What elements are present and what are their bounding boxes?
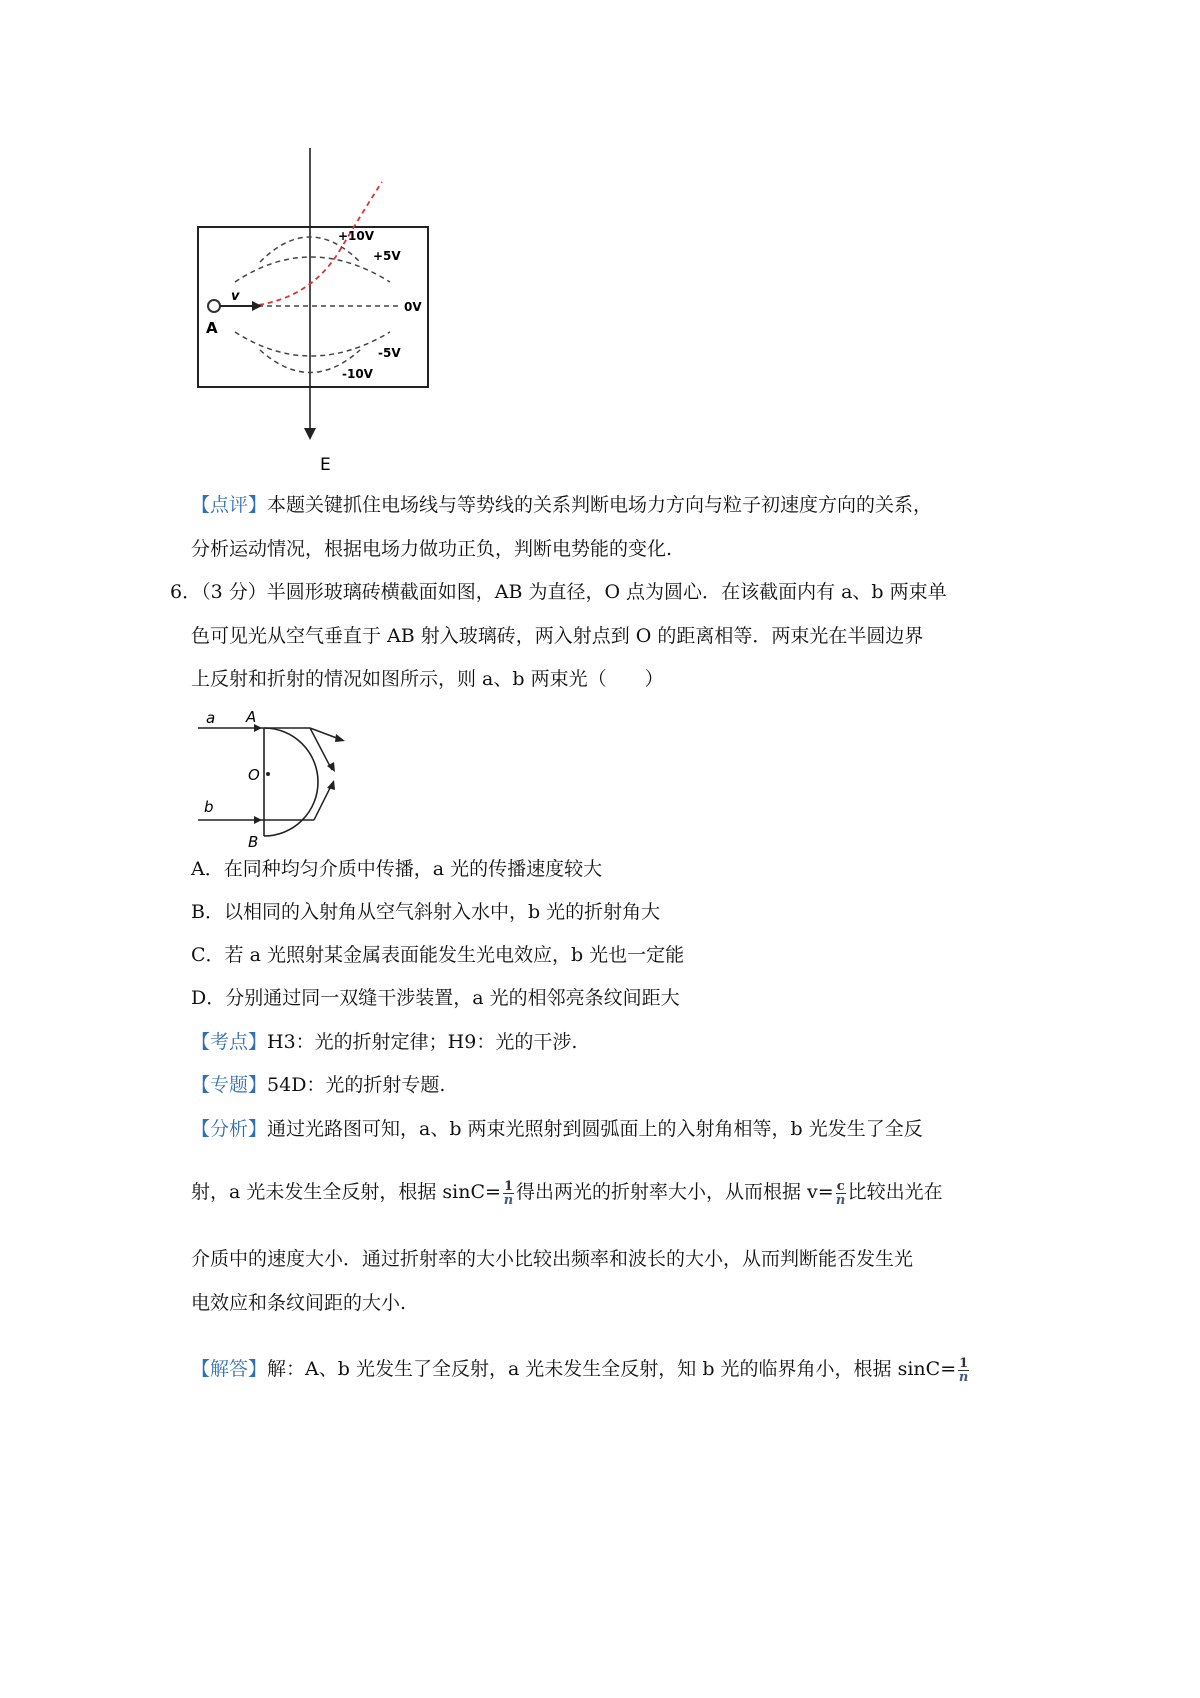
equipotential-plus5 xyxy=(235,257,390,282)
zhuanti-line: 【专题】54D：光的折射专题. xyxy=(191,1074,446,1096)
beam-a-refracted-arrowhead xyxy=(335,734,345,742)
particle-trajectory xyxy=(250,182,382,306)
particle-a xyxy=(208,300,220,312)
label-zero: 0V xyxy=(404,300,422,314)
label-a: a xyxy=(206,709,216,727)
question-line-2: 色可见光从空气垂直于 AB 射入玻璃砖，两入射点到 O 的距离相等．两束光在半圆边界 xyxy=(191,625,924,647)
zhuanti-tag: 【专题】 xyxy=(191,1074,268,1096)
beam-b-reflected xyxy=(314,784,332,820)
label-b: b xyxy=(204,798,214,816)
jieda-tag: 【解答】 xyxy=(191,1358,268,1380)
label-plus10: +10V xyxy=(338,229,375,243)
kaodian-line: 【考点】H3：光的折射定律；H9：光的干涉. xyxy=(191,1031,578,1053)
fenxi-line-2: 射，a 光未发生全反射，根据 sinC= $\frac{1}{n}$ 得出两光的折射率大小，从而根据 v= $\frac{c}{n}$ 比较出光在 xyxy=(191,1178,943,1208)
option-c[interactable]: C．若 a 光照射某金属表面能发生光电效应，b 光也一定能 xyxy=(191,944,685,966)
field-arrowhead xyxy=(304,428,316,440)
label-A: A xyxy=(246,708,257,726)
label-minus5: -5V xyxy=(378,346,401,360)
question-number: 6． xyxy=(170,581,202,603)
question-line-3: 上反射和折射的情况如图所示，则 a、b 两束光（ ） xyxy=(191,668,664,690)
velocity-arrowhead xyxy=(252,301,262,311)
label-field: E xyxy=(320,455,331,475)
comment-line-1: 【点评】本题关键抓住电场线与等势线的关系判断电场力方向与粒子初速度方向的关系， xyxy=(191,494,933,516)
equipotential-minus5 xyxy=(235,332,390,356)
field-diagram xyxy=(190,140,450,520)
beam-b-reflected-arrowhead xyxy=(327,780,335,790)
fenxi-line-3: 介质中的速度大小．通过折射率的大小比较出频率和波长的大小，从而判断能否发生光 xyxy=(191,1248,914,1270)
option-b[interactable]: B．以相同的入射角从空气斜射入水中，b 光的折射角大 xyxy=(191,901,661,923)
fraction-one-over-n-2: $\frac{1}{n}$ xyxy=(958,1355,969,1385)
fenxi-line-1: 【分析】通过光路图可知，a、b 两束光照射到圆弧面上的入射角相等，b 光发生了全反 xyxy=(191,1118,923,1140)
label-B: B xyxy=(248,833,259,850)
beam-b-arrowhead xyxy=(254,816,262,824)
label-velocity: v xyxy=(231,289,240,304)
comment-line-2: 分析运动情况，根据电场力做功正负，判断电势能的变化. xyxy=(191,538,673,560)
comment-tag: 【点评】 xyxy=(191,494,268,516)
label-plus5: +5V xyxy=(373,249,401,263)
center-o xyxy=(266,772,270,776)
label-O: O xyxy=(248,766,260,784)
jieda-line: 【解答】解：A、b 光发生了全反射，a 光未发生全反射，知 b 光的临界角小，根据 sinC= $\frac{1}{n}$ xyxy=(191,1355,969,1385)
kaodian-tag: 【考点】 xyxy=(191,1031,268,1053)
semicircle-diagram xyxy=(190,700,370,850)
fenxi-line-4: 电效应和条纹间距的大小. xyxy=(191,1292,407,1314)
fraction-c-over-n: $\frac{c}{n}$ xyxy=(835,1178,846,1208)
fraction-one-over-n: $\frac{1}{n}$ xyxy=(503,1178,514,1208)
question-line-1: 6．（3 分）半圆形玻璃砖横截面如图，AB 为直径，O 点为圆心．在该截面内有 a、b 两束单 xyxy=(170,581,947,603)
label-point-a: A xyxy=(206,319,218,337)
fenxi-tag: 【分析】 xyxy=(191,1118,268,1140)
option-d[interactable]: D．分别通过同一双缝干涉装置，a 光的相邻亮条纹间距大 xyxy=(191,987,680,1009)
option-a[interactable]: A．在同种均匀介质中传播，a 光的传播速度较大 xyxy=(191,858,603,880)
label-minus10: -10V xyxy=(342,367,373,381)
